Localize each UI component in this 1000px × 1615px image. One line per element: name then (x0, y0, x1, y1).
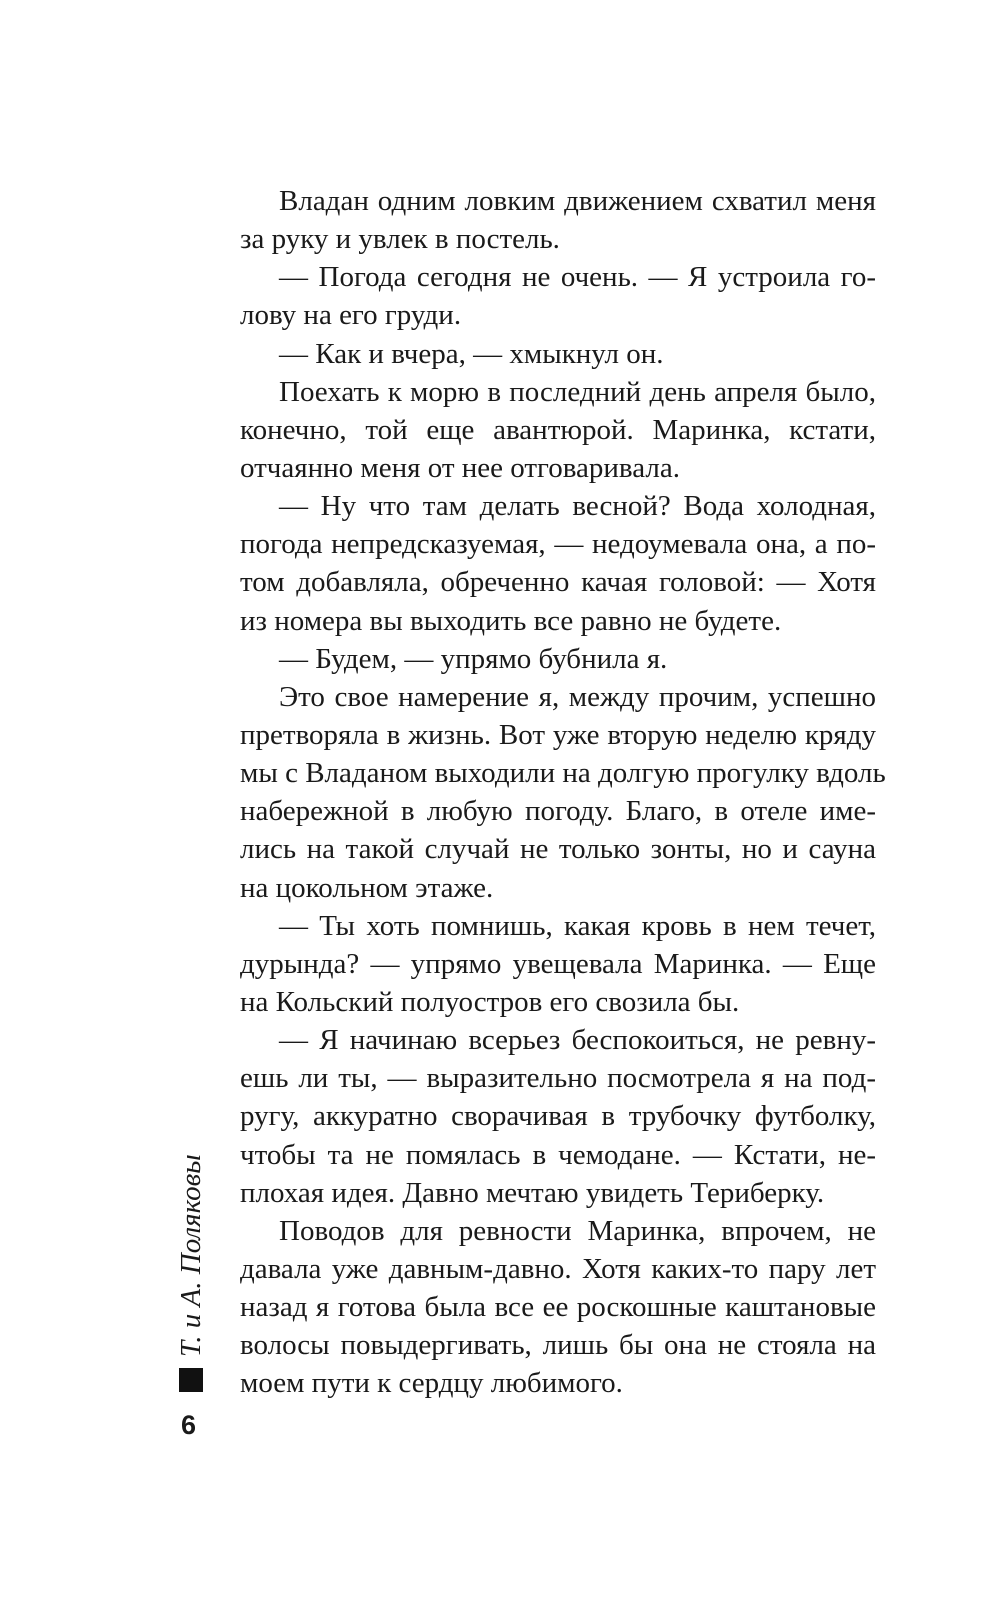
text-line: погода непредсказуемая, — недоумевала она, а по- (240, 528, 876, 561)
text-line: из номера вы выходить все равно не будете. (240, 604, 782, 637)
text-line: лись на такой случай не только зонты, но и сауна (240, 833, 876, 866)
text-line: моем пути к сердцу любимого. (240, 1367, 623, 1400)
text-line: дурында? — упрямо увещевала Маринка. — Еще (240, 947, 876, 980)
text-line: чтобы та не помялась в чемодане. — Кстати, не- (240, 1138, 876, 1171)
text-line: плохая идея. Давно мечтаю увидеть Териберку. (240, 1176, 825, 1209)
running-head-marker (179, 1368, 203, 1392)
text-line: том добавляла, обреченно качая головой: — Хотя (240, 566, 876, 599)
text-line: Поводов для ревности Маринка, впрочем, не (279, 1214, 876, 1247)
text-line: — Будем, — упрямо бубнила я. (279, 642, 668, 675)
text-line: — Я начинаю всерьез беспокоиться, не ревну- (279, 1024, 876, 1057)
text-line: мы с Владаном выходили на долгую прогулку вдоль (240, 757, 886, 790)
text-line: лову на его груди. (240, 299, 462, 332)
page-number: 6 (181, 1410, 197, 1440)
text-line: на цокольном этаже. (240, 871, 494, 904)
text-line: отчаянно меня от нее отговаривала. (240, 451, 680, 484)
body-text (240, 182, 886, 1403)
text-line: претворяла в жизнь. Вот уже вторую неделю кряду (240, 718, 876, 751)
text-line: ешь ли ты, — выразительно посмотрела я на под- (240, 1062, 876, 1095)
text-line: — Погода сегодня не очень. — Я устроила го- (279, 261, 876, 294)
text-line: давала уже давным-давно. Хотя каких-то пару лет (240, 1252, 876, 1285)
text-line: — Ты хоть помнишь, какая кровь в нем течет, (279, 909, 876, 942)
text-line: — Как и вчера, — хмыкнул он. (279, 337, 664, 370)
text-line: ругу, аккуратно сворачивая в трубочку футболку, (240, 1100, 876, 1133)
text-line: волосы повыдергивать, лишь бы она не стояла на (240, 1329, 876, 1362)
text-line: набережной в любую погоду. Благо, в отеле име- (240, 795, 876, 828)
text-line: назад я готова была все ее роскошные каштановые (240, 1291, 876, 1324)
text-line: Это свое намерение я, между прочим, успешно (279, 680, 876, 713)
text-line: за руку и увлек в постель. (240, 223, 560, 256)
text-line: Владан одним ловким движением схватил меня (279, 185, 876, 217)
running-head-author: Т. и А. Поляковы (175, 1154, 207, 1357)
text-line: Поехать к морю в последний день апреля было, (279, 375, 876, 408)
text-line: конечно, той еще авантюрой. Маринка, кстати, (240, 413, 876, 446)
text-line: — Ну что там делать весной? Вода холодная, (279, 490, 876, 523)
text-line: на Кольский полуостров его свозила бы. (240, 985, 740, 1018)
